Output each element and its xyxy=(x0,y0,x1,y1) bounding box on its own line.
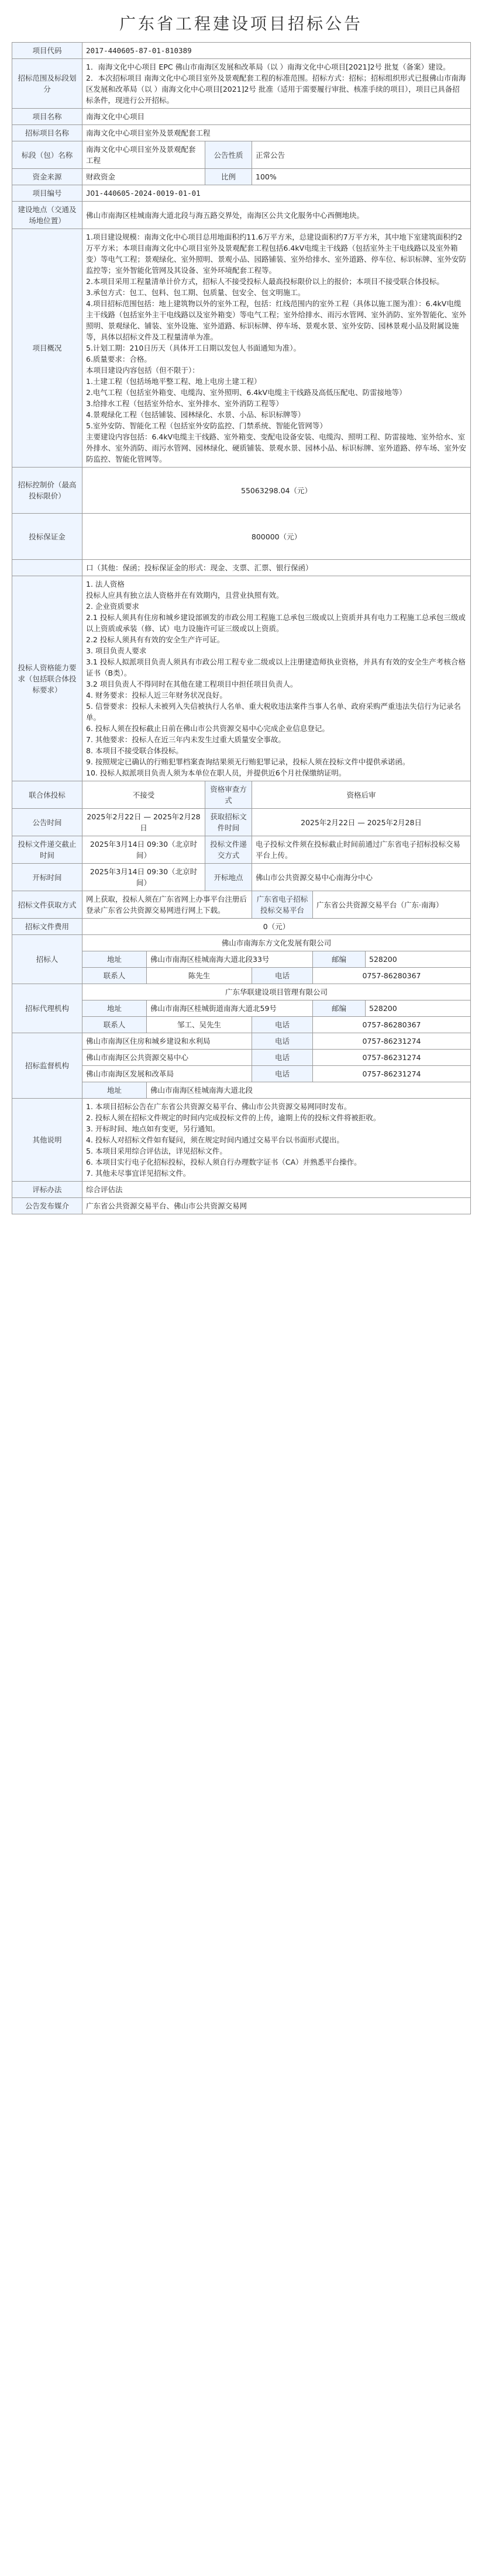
qualification-item: 8. 本项目不接受联合体投标。 xyxy=(86,746,183,755)
fee-value xyxy=(82,919,471,935)
notes-item: 1. 本项目招标公告在广东省公共资源交易平台、佛山市公共资源交易网同时发布。 xyxy=(86,1102,352,1111)
doc-time-value: 2025年2月22日 — 2025年2月28日 xyxy=(252,809,471,836)
qualification-item: 3.1 投标人拟派项目负责人须具有市政公用工程专业二级或以上注册建造师执业资格，并具有有效的安全生产考核合格证书（B类）。 xyxy=(86,657,466,677)
tenderer-row xyxy=(12,935,471,951)
media-label: 公告发布媒介 xyxy=(12,1198,82,1214)
project-code-label: 项目代码 xyxy=(12,43,82,59)
estimate-row xyxy=(12,468,471,514)
qualification-item: 10. 投标人拟派项目负责人须为本单位在职人员，并提供近6个月社保缴纳证明。 xyxy=(86,768,346,777)
overview-item: 2.电气工程（包括室外箱变、电缆沟、室外照明、6.4kV电缆主干线路及高低压配电、防雷接地等） xyxy=(86,388,407,397)
ratio-label: 比例 xyxy=(205,169,252,185)
tenderer-label: 招标人 xyxy=(12,935,82,984)
project-number-row xyxy=(12,185,471,202)
project-name-row xyxy=(12,109,471,125)
location-value: 佛山市南海区桂城南海大道北段与海五路交界处，南海区公共文化服务中心西侧地块。 xyxy=(82,202,471,229)
bid-section-label: 标段（包）名称 xyxy=(12,141,82,169)
eval-method-row xyxy=(12,1182,471,1198)
qualification-value xyxy=(82,576,471,781)
agent-address-value: 佛山市南海区桂城街道南海大道北59号 xyxy=(147,1000,313,1017)
deposit-form-label xyxy=(12,560,82,576)
method-value: 资格后审 xyxy=(252,781,471,809)
page-title: 广东省工程建设项目招标公告 xyxy=(119,14,363,33)
tenderer-phone-label: 电话 xyxy=(252,968,313,984)
agent-contact-label: 联系人 xyxy=(82,1017,147,1033)
project-number-value: JO1-440605-2024-0019-01-01 xyxy=(82,185,471,202)
deposit-row xyxy=(12,514,471,560)
open-place-value: 佛山市公共资源交易中心南海分中心 xyxy=(252,864,471,891)
qualification-item: 2. 企业资质要求 xyxy=(86,602,139,611)
media-value: 广东省公共资源交易平台、佛山市公共资源交易网 xyxy=(82,1198,471,1214)
tenderer-address-label: 地址 xyxy=(82,951,147,968)
supervision-address-label: 地址 xyxy=(82,1082,147,1099)
agent-value: 广东华联建设项目管理有限公司 xyxy=(82,984,471,1000)
notes-row xyxy=(12,1099,471,1182)
notes-label: 其他说明 xyxy=(12,1099,82,1182)
overview-row xyxy=(12,229,471,468)
overview-item: 5.室外安防、智能化工程（包括室外安防监控、门禁系统、智能化管网等） xyxy=(86,421,327,430)
announcement-end: 2025年2月28日 xyxy=(140,812,201,832)
tenderer-contact-label: 联系人 xyxy=(82,968,147,984)
overview-item: 1.土建工程（包括场地平整工程、地上电房土建工程） xyxy=(86,377,261,386)
tenderer-postcode-value: 528200 xyxy=(366,951,471,968)
notes-item: 7. 其他未尽事宜详见招标文件。 xyxy=(86,1169,191,1178)
open-place-label: 开标地点 xyxy=(205,864,252,891)
fee-amount: 0 xyxy=(263,922,268,931)
notes-item: 5. 本项目采用综合评估法，详见招标文件。 xyxy=(86,1147,227,1155)
tender-scope-label: 招标范围及标段划分 xyxy=(12,59,82,109)
notes-item: 4. 投标人对招标文件如有疑问，须在规定时间内通过交易平台以书面形式提出。 xyxy=(86,1135,344,1144)
agent-phone-value: 0757-86280367 xyxy=(313,1017,471,1033)
supervision-phone-label: 电话 xyxy=(252,1066,313,1082)
submit-deadline-value: 2025年3月14日 09:30（北京时间） xyxy=(82,836,205,864)
qualification-item: 4. 财务要求：投标人近三年财务状况良好。 xyxy=(86,691,227,700)
time-row xyxy=(12,809,471,836)
bid-section-row xyxy=(12,141,471,169)
supervision-phone-label: 电话 xyxy=(252,1033,313,1050)
open-row xyxy=(12,864,471,891)
overview-item: 3.承包方式：包工、包料、包工期、包质量、包安全、包文明施工。 xyxy=(86,288,305,297)
project-code-row xyxy=(12,43,471,59)
qualification-row xyxy=(12,576,471,781)
qualification-item: 2.2 投标人须具有有效的安全生产许可证。 xyxy=(86,635,225,644)
agent-contact-value: 邹工、吴先生 xyxy=(147,1017,252,1033)
supervision-name: 佛山市南海区发展和改革局 xyxy=(82,1066,252,1082)
tender-scope-item: 2．本次招标项目 南海文化中心项目室外及景观配套工程的标准范围。招标方式：招标；招标组织形式已报佛山市南海区发展和改革局（以 ）南海文化中心项目[2021]2号 批准（适用于需要履行审批、核准手续的项目），项目已具备招标条件，现进行公开招标。 xyxy=(86,74,466,105)
method-label: 资格审查方式 xyxy=(205,781,252,809)
supervision-name: 佛山市南海区住房和城乡建设和水利局 xyxy=(82,1033,252,1050)
open-time-label: 开标时间 xyxy=(12,864,82,891)
supervision-address-value: 佛山市南海区桂城南海大道北段 xyxy=(147,1082,471,1099)
tenderer-contact-value: 陈先生 xyxy=(147,968,252,984)
estimate-label: 招标控制价（最高投标限价） xyxy=(12,468,82,514)
joint-bid-label: 联合体投标 xyxy=(12,781,82,809)
doc-method-label: 招标文件获取方式 xyxy=(12,891,82,919)
open-time-value: 2025年3月14日 09:30（北京时间） xyxy=(82,864,205,891)
tender-project-value: 南海文化中心项目室外及景观配套工程 xyxy=(82,125,471,141)
location-row xyxy=(12,202,471,229)
overview-item: 6.质量要求：合格。 xyxy=(86,355,152,363)
fee-unit: （元） xyxy=(267,922,290,931)
doc-method-value: 网上获取，投标人须在广东省网上办事平台注册后登录广东省公共资源交易网进行网上下载。 xyxy=(82,891,252,919)
agent-phone-label: 电话 xyxy=(252,1017,313,1033)
overview-item: 3.给排水工程（包括室外给水、室外排水、室外消防工程等） xyxy=(86,399,283,408)
qualification-item: 9. 按照规定已确认的行贿犯罪档案查询结果须无行贿犯罪记录，投标人须在投标文件中提供承诺函。 xyxy=(86,757,410,766)
notes-item: 6. 本项目实行电子化招标投标，投标人须自行办理数字证书（CA）并熟悉平台操作。 xyxy=(86,1158,362,1166)
overview-item: 4.项目招标范围包括：地上建筑物以外的室外工程，包括：红线范围内的室外工程（具体以施工图为准）：6.4kV电缆主干线路（包括室外主干电线路以及室外箱变）等电气工程；室外给排水、雨污水管网、室外消防、室外智能化、室外照明、景观绿化、铺装、室外设施、室外道路、标识标牌、停车场、景观水景、室外安防、园林景观小品及附属设施等，具体以招标文件及工程量清单为准。 xyxy=(86,299,467,341)
notes-item: 2. 投标人须在招标文件规定的时间内完成投标文件的上传，逾期上传的投标文件将被拒收。 xyxy=(86,1113,381,1122)
doc-time-start: 2025年2月22日 xyxy=(301,818,356,827)
doc-time-label: 获取招标文件时间 xyxy=(205,809,252,836)
deposit-value: 800000（元） xyxy=(82,514,471,560)
platform-label: 广东省电子招标投标交易平台 xyxy=(252,891,313,919)
announcement-table xyxy=(12,42,471,1214)
tenderer-postcode-label: 邮编 xyxy=(313,951,366,968)
fee-row xyxy=(12,919,471,935)
qualification-item: 6. 投标人须在投标截止日前在佛山市公共资源交易中心完成企业信息登记。 xyxy=(86,724,329,733)
submit-row xyxy=(12,836,471,864)
qualification-item: 3.2 项目负责人不得同时在其他在建工程项目中担任项目负责人。 xyxy=(86,680,298,688)
bid-section-value: 南海文化中心项目室外及景观配套工程 xyxy=(82,141,205,169)
qualification-item: 5. 信誉要求：投标人未被列入失信被执行人名单、重大税收违法案件当事人名单、政府采购严重违法失信行为记录名单。 xyxy=(86,702,461,722)
tender-submit-value: 电子投标文件须在投标截止时间前通过广东省电子招标投标交易平台上传。 xyxy=(252,836,471,864)
tender-scope-row xyxy=(12,59,471,109)
qualification-item: 7. 其他要求：投标人在近三年内未发生过重大质量安全事故。 xyxy=(86,735,285,744)
project-name-value: 南海文化中心项目 xyxy=(82,109,471,125)
platform-value: 广东省公共资源交易平台（广东·南海） xyxy=(313,891,471,919)
deposit-form-value: 口（其他：保函；投标保证金的形式：现金、支票、汇票、银行保函） xyxy=(82,560,471,576)
announcement-start: 2025年2月22日 xyxy=(87,812,142,821)
deposit-form-row xyxy=(12,560,471,576)
estimate-value: 55063298.04（元） xyxy=(82,468,471,514)
tender-project-label: 招标项目名称 xyxy=(12,125,82,141)
agent-postcode-label: 邮编 xyxy=(313,1000,366,1017)
project-name-label: 项目名称 xyxy=(12,109,82,125)
qualification-item: 2.1 投标人须具有住房和城乡建设部颁发的市政公用工程施工总承包三级或以上资质并具有电力工程施工总承包三级或以上资质或承装（修、试）电力设施许可证三级或以上资质。 xyxy=(86,613,466,633)
tenderer-address-value: 佛山市南海区桂城南海大道北段33号 xyxy=(147,951,313,968)
announcement-nature-value: 正常公告 xyxy=(252,141,471,169)
qualification-item: 投标人应具有独立法人资格并在有效期内，且营业执照有效。 xyxy=(86,591,284,600)
fund-source-value: 财政资金 xyxy=(82,169,205,185)
notes-item: 3. 开标时间、地点如有变更，另行通知。 xyxy=(86,1124,220,1133)
supervision-name: 佛山市南海区公共资源交易中心 xyxy=(82,1050,252,1066)
tender-project-row xyxy=(12,125,471,141)
tender-submit-label: 投标文件递交方式 xyxy=(205,836,252,864)
overview-item: 2.本项目采用工程量清单计价方式，招标人不接受投标人最高投标限价以上的报价；本项目不接受联合体投标。 xyxy=(86,277,444,286)
eval-method-label: 评标办法 xyxy=(12,1182,82,1198)
joint-bid-row xyxy=(12,781,471,809)
overview-value xyxy=(82,229,471,468)
notes-value xyxy=(82,1099,471,1182)
supervision-row xyxy=(12,1033,471,1050)
project-code-value: 2017-440605-87-01-810389 xyxy=(82,43,471,59)
doc-time-end: 2025年2月28日 xyxy=(367,818,422,827)
fee-label: 招标文件费用 xyxy=(12,919,82,935)
qualification-label: 投标人资格能力要求（包括联合体投标要求） xyxy=(12,576,82,781)
project-number-label: 项目编号 xyxy=(12,185,82,202)
supervision-label: 招标监督机构 xyxy=(12,1033,82,1099)
agent-postcode-value: 528200 xyxy=(366,1000,471,1017)
qualification-item: 3. 项目负责人要求 xyxy=(86,646,147,655)
tenderer-value: 佛山市南海东方文化发展有限公司 xyxy=(82,935,471,951)
doc-method-row xyxy=(12,891,471,919)
overview-label: 项目概况 xyxy=(12,229,82,468)
supervision-phone-label: 电话 xyxy=(252,1050,313,1066)
tender-scope-item: 1．南海文化中心项目 EPC 佛山市南海区发展和改革局（以 ）南海文化中心项目[2021]2号 批复（备案）建设。 xyxy=(86,63,450,71)
ratio-value: 100% xyxy=(252,169,471,185)
announcement-time-value: 2025年2月22日 — 2025年2月28日 xyxy=(82,809,205,836)
overview-item: 本项目建设内容包括（但不限于）： xyxy=(86,366,199,375)
fund-row xyxy=(12,169,471,185)
deposit-label: 投标保证金 xyxy=(12,514,82,560)
joint-bid-value: 不接受 xyxy=(82,781,205,809)
agent-row xyxy=(12,984,471,1000)
announcement-time-label: 公告时间 xyxy=(12,809,82,836)
overview-item: 5.计划工期：210日历天（具体开工日期以发包人书面通知为准）。 xyxy=(86,344,301,352)
tender-scope-value xyxy=(82,59,471,109)
overview-item: 4.景观绿化工程（包括铺装、园林绿化、水景、小品、标识标牌等） xyxy=(86,410,305,419)
overview-item: 1.项目建设规模：南海文化中心项目总用地面积约11.6万平方米，总建设面积约7万平方米，其中地下室建筑面积约2万平方米；本项目南海文化中心项目室外及景观配套工程包括6.4kV电缆主干线路（包括室外主干电线路以及室外箱变）等电气工程；景观绿化、室外照明、景观小品、园路铺装、室外给排水、室外道路、停车位、标识标牌、室外安防监控等；室外智能化管网及其设备、室外环境配套工程等。 xyxy=(86,233,467,275)
announcement-nature-label: 公告性质 xyxy=(205,141,252,169)
supervision-phone: 0757-86231274 xyxy=(313,1050,471,1066)
supervision-phone: 0757-86231274 xyxy=(313,1066,471,1082)
tenderer-phone-value: 0757-86280367 xyxy=(313,968,471,984)
media-row xyxy=(12,1198,471,1214)
agent-address-label: 地址 xyxy=(82,1000,147,1017)
agent-label: 招标代理机构 xyxy=(12,984,82,1033)
qualification-item: 1. 法人资格 xyxy=(86,580,125,588)
location-label: 建设地点（交通及场地位置） xyxy=(12,202,82,229)
supervision-phone: 0757-86231274 xyxy=(313,1033,471,1050)
submit-deadline-label: 投标文件递交截止时间 xyxy=(12,836,82,864)
fund-source-label: 资金来源 xyxy=(12,169,82,185)
eval-method-value: 综合评估法 xyxy=(82,1182,471,1198)
overview-item: 主要建设内容包括：6.4kV电缆主干线路、室外箱变、变配电设备安装、电缆沟、照明工程、防雷接地、室外给水、室外排水、室外消防、雨污水管网、园林绿化、硬质铺装、景观水景、园林小品、标识标牌、室外道路、停车场、室外安防监控、智能化管网等。 xyxy=(86,432,467,463)
